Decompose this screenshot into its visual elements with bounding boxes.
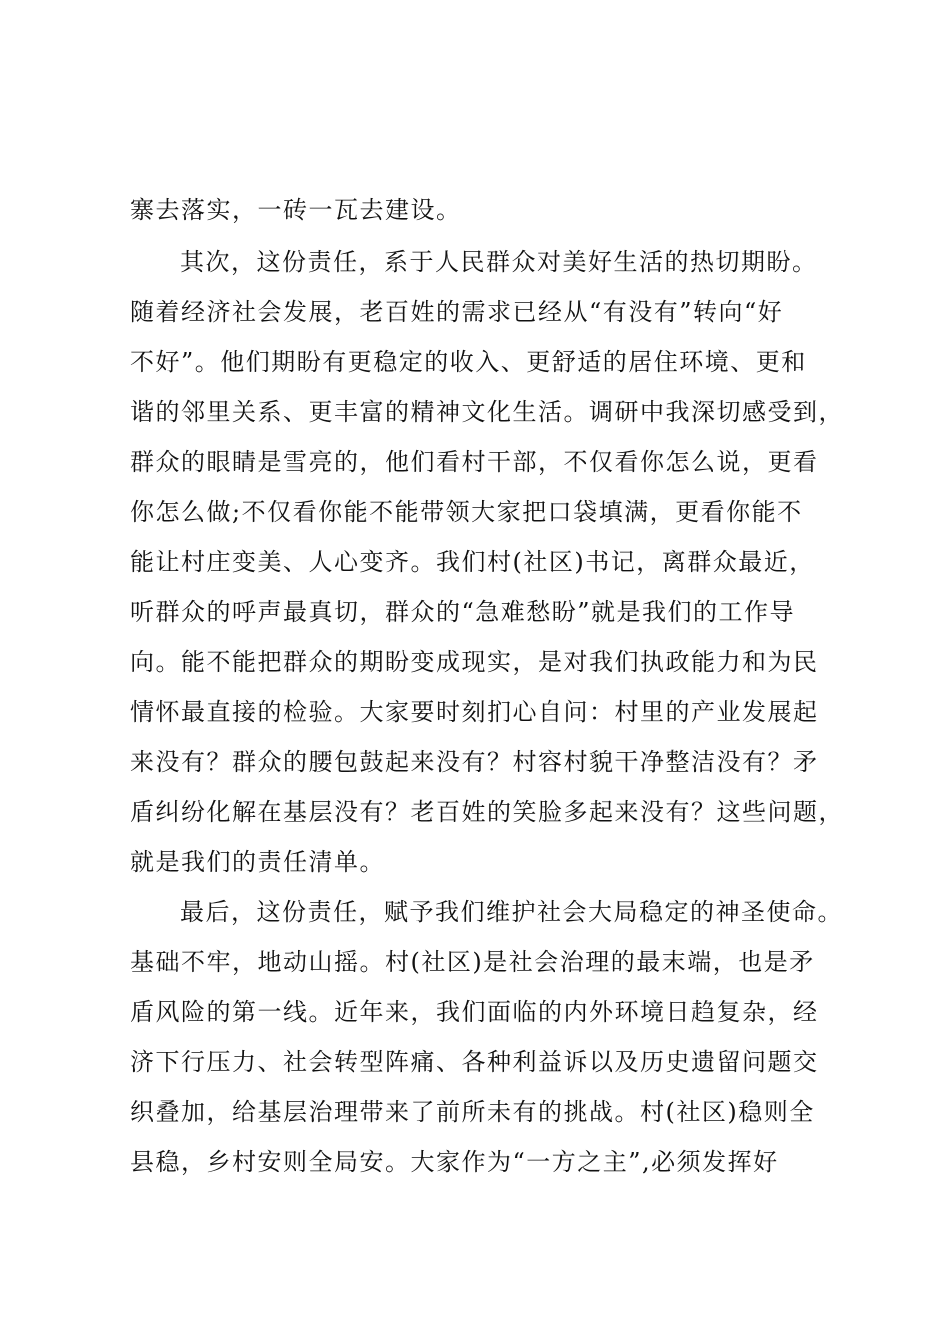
text-line: 盾风险的第一线。近年来，我们面临的内外环境日趋复杂，经 <box>130 998 819 1026</box>
text-line: 群众的眼睛是雪亮的，他们看村干部，不仅看你怎么说，更看 <box>130 448 819 476</box>
paragraph-first-line: 其次，这份责任，系于人民群众对美好生活的热切期盼。 <box>180 248 818 276</box>
text-line: 不好”。他们期盼有更稳定的收入、更舒适的居住环境、更和 <box>130 348 807 376</box>
text-line: 向。能不能把群众的期盼变成现实，是对我们执政能力和为民 <box>130 648 819 676</box>
text-line: 你怎么做;不仅看你能不能带领大家把口袋填满，更看你能不 <box>130 498 803 526</box>
text-line: 随着经济社会发展，老百姓的需求已经从“有没有”转向“好 <box>130 298 784 326</box>
text-line: 织叠加，给基层治理带来了前所未有的挑战。村(社区)稳则全 <box>130 1098 815 1126</box>
text-line: 寨去落实，一砖一瓦去建设。 <box>130 196 462 224</box>
text-line: 听群众的呼声最真切，群众的“急难愁盼”就是我们的工作导 <box>130 598 796 626</box>
text-line: 来没有？群众的腰包鼓起来没有？村容村貌干净整洁没有？矛 <box>130 748 819 776</box>
text-line: 情怀最直接的检验。大家要时刻扪心自问：村里的产业发展起 <box>130 698 819 726</box>
text-line: 盾纠纷化解在基层没有？老百姓的笑脸多起来没有？这些问题， <box>130 798 844 826</box>
text-line: 济下行压力、社会转型阵痛、各种利益诉以及历史遗留问题交 <box>130 1048 819 1076</box>
text-line: 县稳，乡村安则全局安。大家作为“一方之主”,必须发挥好 <box>130 1148 779 1176</box>
paragraph-first-line: 最后，这份责任，赋予我们维护社会大局稳定的神圣使命。 <box>180 898 843 926</box>
text-line: 基础不牢，地动山摇。村(社区)是社会治理的最末端，也是矛 <box>130 948 815 976</box>
text-line: 就是我们的责任清单。 <box>130 848 385 876</box>
text-line: 谐的邻里关系、更丰富的精神文化生活。调研中我深切感受到， <box>130 398 844 426</box>
text-line: 能让村庄变美、人心变齐。我们村(社区)书记，离群众最近， <box>130 548 815 576</box>
